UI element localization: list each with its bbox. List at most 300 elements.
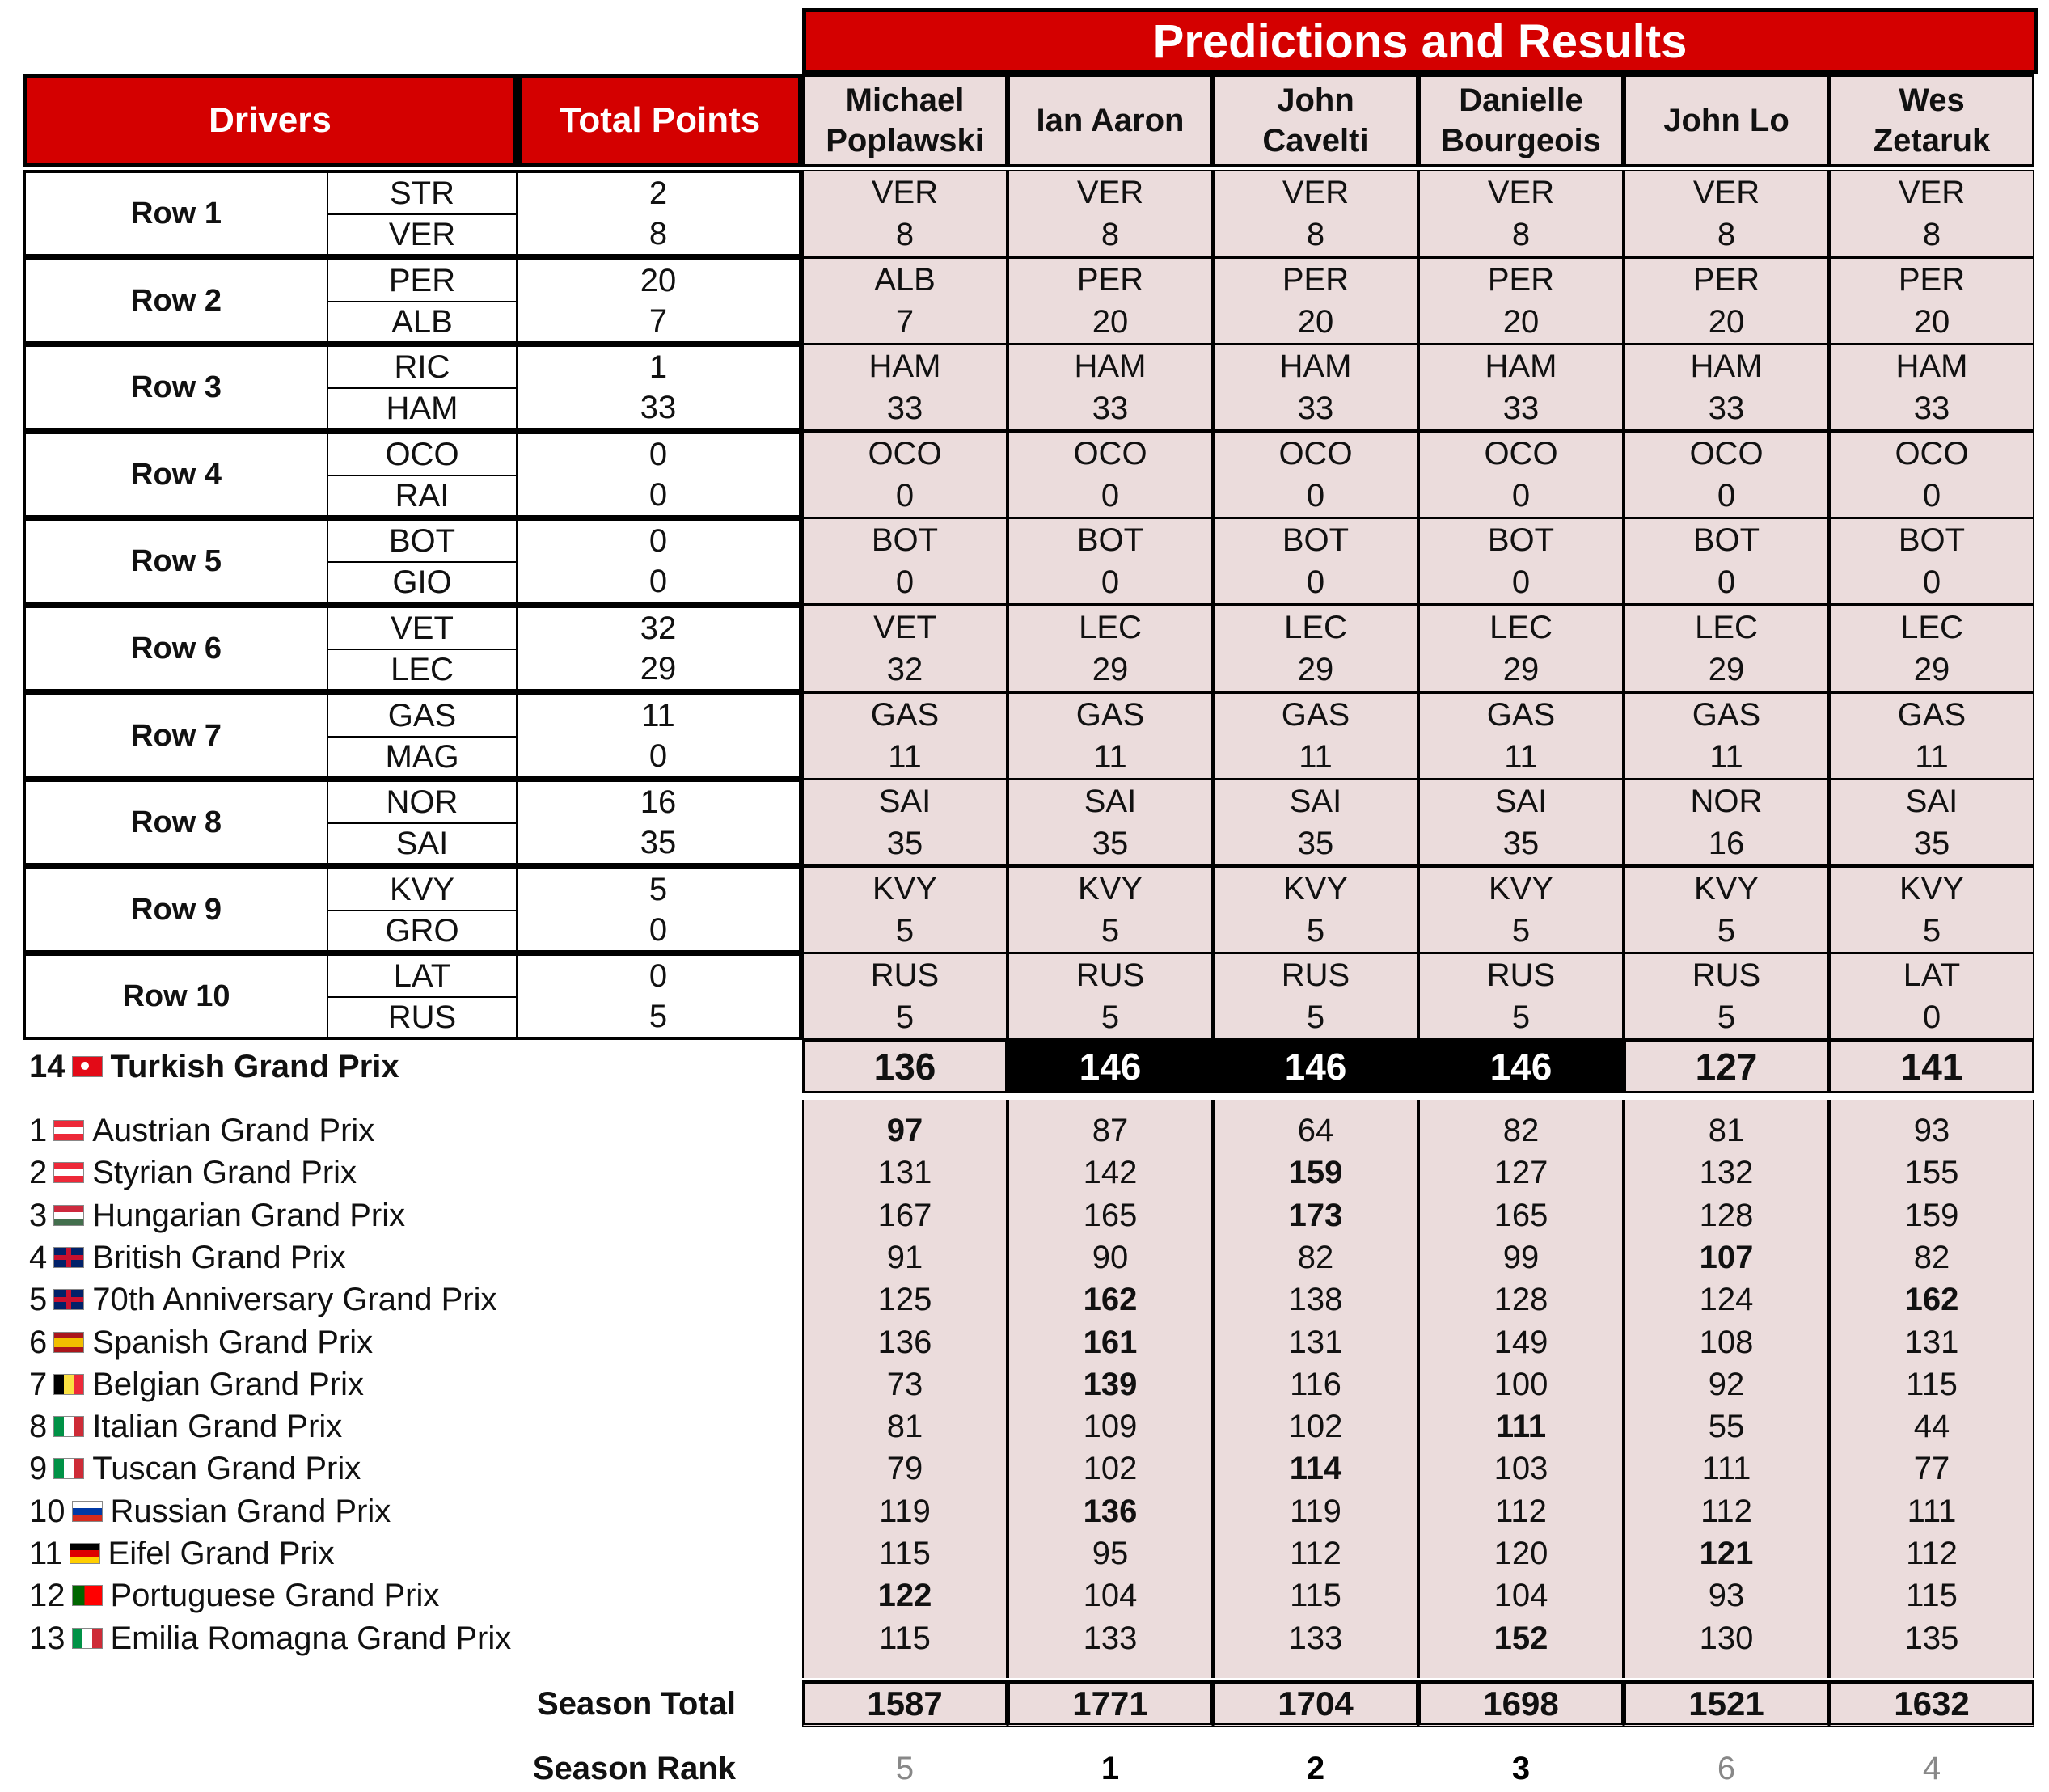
pick-points: 5 [1717, 913, 1736, 949]
austria-flag-icon [53, 1162, 84, 1183]
pick-cell [1008, 866, 1213, 953]
current-race-score-value: 146 [1489, 1046, 1553, 1088]
race-score [802, 1321, 1008, 1363]
total-points-header [518, 74, 802, 167]
participant-header [802, 74, 1008, 167]
pick-driver: VER [871, 175, 939, 210]
race-name: 70th Anniversary Grand Prix [92, 1281, 497, 1317]
driver-code: ALB [391, 304, 453, 340]
race-score-value: 73 [886, 1367, 923, 1402]
race-score-value: 116 [1290, 1367, 1341, 1402]
season-total-value [802, 1680, 1008, 1727]
race-score [1829, 1532, 2034, 1574]
race-number: 4 [29, 1239, 48, 1275]
driver-points: 11 [641, 698, 675, 733]
pick-cell [1624, 605, 1829, 692]
race-score-value: 90 [1092, 1240, 1129, 1275]
driver-points-cell [518, 344, 802, 387]
participant-first-name: Danielle [1459, 82, 1583, 118]
race-score-value: 125 [877, 1282, 932, 1317]
pick-points: 20 [1092, 304, 1129, 340]
race-score [1829, 1152, 2034, 1194]
pick-points: 5 [1101, 1000, 1120, 1035]
race-score-value: 128 [1493, 1282, 1548, 1317]
current-race-score-value: 146 [1079, 1046, 1142, 1088]
pick-cell [802, 692, 1008, 780]
race-score-value: 115 [1906, 1578, 1958, 1613]
season-total-number: 1632 [1894, 1684, 1970, 1722]
race-score-value: 130 [1699, 1621, 1754, 1656]
race-score-value: 64 [1297, 1113, 1334, 1148]
race-score-value: 111 [1495, 1409, 1547, 1444]
race-score-value: 95 [1092, 1536, 1129, 1571]
race-score [1008, 1532, 1213, 1574]
race-score-value: 99 [1502, 1240, 1540, 1275]
driver-code: PER [388, 263, 456, 298]
row-label-text: Row 6 [131, 631, 222, 666]
race-score [1008, 1574, 1213, 1617]
driver-code: KVY [389, 872, 455, 907]
row-label [23, 344, 328, 431]
pick-driver: HAM [868, 349, 941, 384]
race-label [29, 1321, 757, 1363]
driver-points: 2 [648, 175, 668, 211]
pick-points: 8 [1511, 217, 1531, 252]
season-rank-value [1829, 1745, 2034, 1792]
race-name: British Grand Prix [92, 1239, 346, 1275]
participant-header [1624, 74, 1829, 167]
driver-code: RAI [395, 478, 450, 514]
race-label [29, 1448, 757, 1490]
participant-last-name: Cavelti [1262, 123, 1369, 158]
pick-cell [1829, 518, 2034, 605]
race-score [802, 1109, 1008, 1152]
drivers-header [23, 74, 518, 167]
race-score-value: 142 [1083, 1155, 1138, 1190]
total-points-header-text: Total Points [559, 100, 761, 140]
race-score [1008, 1236, 1213, 1278]
race-score [1829, 1363, 2034, 1405]
driver-points: 35 [640, 825, 677, 860]
race-score-value: 112 [1495, 1494, 1547, 1529]
pick-driver: PER [1076, 262, 1144, 298]
row-label-text: Row 5 [131, 543, 222, 578]
pick-points: 5 [895, 913, 915, 949]
germany-flag-icon [70, 1543, 100, 1564]
pick-points: 29 [1297, 652, 1334, 687]
row-label-text: Row 8 [131, 805, 222, 839]
driver-code: GIO [392, 564, 452, 600]
race-score-value: 104 [1083, 1578, 1138, 1613]
season-total-label-text: Season Total [537, 1685, 736, 1722]
driver-code-cell [328, 822, 518, 866]
participant-first-name: Wes [1899, 82, 1965, 118]
race-number: 11 [29, 1535, 63, 1571]
pick-driver: KVY [1693, 871, 1760, 907]
pick-points: 0 [1101, 478, 1120, 514]
pick-cell [1213, 779, 1418, 866]
pick-driver: PER [1898, 262, 1966, 298]
pick-driver: VET [873, 610, 936, 645]
race-number: 6 [29, 1324, 48, 1360]
driver-points: 32 [640, 611, 677, 646]
belgium-flag-icon [53, 1374, 84, 1395]
pick-driver: OCO [868, 436, 942, 471]
race-score-value: 133 [1288, 1621, 1343, 1656]
driver-points-cell [518, 736, 802, 780]
driver-points-cell [518, 953, 802, 996]
race-score [1008, 1109, 1213, 1152]
driver-points: 29 [640, 651, 677, 687]
race-score [802, 1574, 1008, 1617]
race-name: Russian Grand Prix [110, 1493, 391, 1529]
race-label [29, 1152, 757, 1194]
pick-cell [1624, 779, 1829, 866]
pick-driver: LEC [1284, 610, 1347, 645]
pick-driver: HAM [1690, 349, 1763, 384]
pick-cell [1418, 344, 1624, 431]
driver-code: VET [391, 611, 454, 646]
race-score-value: 136 [877, 1325, 932, 1360]
pick-driver: PER [1692, 262, 1760, 298]
pick-points: 0 [1922, 564, 1941, 600]
race-score [1829, 1574, 2034, 1617]
race-number: 13 [29, 1620, 65, 1656]
pick-cell [1829, 953, 2034, 1040]
driver-code-cell [328, 170, 518, 213]
pick-driver: LAT [1903, 957, 1961, 993]
current-race-score [802, 1040, 1008, 1093]
pick-points: 5 [1306, 1000, 1325, 1035]
pick-cell [802, 779, 1008, 866]
driver-points-cell [518, 822, 802, 866]
race-score-value: 115 [879, 1536, 931, 1571]
season-total-number: 1698 [1483, 1684, 1559, 1722]
race-label [29, 1490, 757, 1532]
turkey-flag-icon [72, 1056, 103, 1077]
row-label-text: Row 1 [131, 196, 222, 230]
driver-code-cell [328, 736, 518, 780]
driver-points-cell [518, 866, 802, 910]
driver-points-cell [518, 779, 802, 822]
driver-code-cell [328, 475, 518, 518]
pick-points: 5 [1511, 1000, 1531, 1035]
pick-driver: LEC [1900, 610, 1963, 645]
driver-points-cell [518, 475, 802, 518]
driver-points: 5 [648, 872, 668, 907]
driver-code-cell [328, 344, 518, 387]
driver-code-cell [328, 649, 518, 692]
italy-flag-icon [53, 1458, 84, 1479]
race-score [1213, 1109, 1418, 1152]
season-rank-value [1418, 1745, 1624, 1792]
season-total-value [1624, 1680, 1829, 1727]
season-rank-label [453, 1745, 792, 1792]
driver-code: LAT [393, 958, 451, 994]
driver-points: 7 [648, 303, 668, 339]
season-rank-value [1624, 1745, 1829, 1792]
pick-points: 29 [1708, 652, 1745, 687]
pick-driver: VER [1898, 175, 1966, 210]
pick-driver: PER [1282, 262, 1350, 298]
race-name: Italian Grand Prix [92, 1408, 343, 1444]
italy-flag-icon [72, 1628, 103, 1649]
season-total-number: 1704 [1278, 1684, 1354, 1722]
pick-driver: GAS [1692, 697, 1761, 733]
race-score-value: 162 [1083, 1282, 1138, 1317]
driver-points: 33 [640, 390, 677, 425]
pick-driver: BOT [1692, 522, 1760, 558]
driver-code-cell [328, 996, 518, 1040]
race-score [1213, 1363, 1418, 1405]
race-score-value: 119 [879, 1494, 931, 1529]
race-score [1829, 1194, 2034, 1236]
race-score-value: 82 [1913, 1240, 1950, 1275]
pick-cell [1213, 866, 1418, 953]
race-score [1829, 1617, 2034, 1659]
pick-cell [802, 605, 1008, 692]
pick-driver: BOT [1487, 522, 1555, 558]
row-label [23, 605, 328, 692]
current-race-name: Turkish Grand Prix [110, 1048, 399, 1084]
race-score [1624, 1405, 1829, 1448]
race-score-value: 109 [1083, 1409, 1138, 1444]
race-score [1829, 1321, 2034, 1363]
race-score [1008, 1490, 1213, 1532]
pick-cell [1624, 431, 1829, 518]
race-score-value: 128 [1699, 1198, 1754, 1233]
race-score-value: 139 [1083, 1367, 1138, 1402]
pick-cell [1008, 344, 1213, 431]
driver-points: 0 [648, 738, 668, 774]
driver-code-cell [328, 779, 518, 822]
pick-driver: OCO [1895, 436, 1969, 471]
driver-code-cell [328, 301, 518, 344]
driver-points-cell [518, 996, 802, 1040]
current-race-score [1829, 1040, 2034, 1093]
pick-cell [1418, 953, 1624, 1040]
driver-points-cell [518, 518, 802, 561]
pick-driver: RUS [1281, 957, 1350, 993]
race-number: 9 [29, 1450, 48, 1486]
race-score-value: 104 [1493, 1578, 1548, 1613]
pick-points: 33 [1708, 391, 1745, 426]
pick-points: 0 [1717, 564, 1736, 600]
participant-last-name: Zetaruk [1873, 123, 1991, 158]
pick-points: 0 [895, 564, 915, 600]
race-score-value: 112 [1700, 1494, 1752, 1529]
race-label [29, 1574, 757, 1617]
race-score [1624, 1448, 1829, 1490]
race-score [1418, 1363, 1624, 1405]
pick-points: 0 [1101, 564, 1120, 600]
pick-points: 0 [1717, 478, 1736, 514]
pick-points: 0 [1511, 564, 1531, 600]
pick-points: 32 [886, 652, 923, 687]
pick-cell [1829, 170, 2034, 257]
race-score-value: 93 [1913, 1113, 1950, 1148]
race-number: 10 [29, 1493, 65, 1529]
race-score [1418, 1236, 1624, 1278]
participant-last-name: Poplawski [826, 123, 984, 158]
pick-cell [1829, 257, 2034, 344]
race-name: Styrian Grand Prix [92, 1154, 357, 1190]
race-score [1213, 1448, 1418, 1490]
race-score [1418, 1278, 1624, 1321]
race-score [1829, 1109, 2034, 1152]
race-score [802, 1278, 1008, 1321]
row-label-text: Row 10 [122, 978, 230, 1013]
race-score [802, 1532, 1008, 1574]
row-label [23, 953, 328, 1040]
race-score-value: 115 [1290, 1578, 1341, 1613]
race-score-value: 111 [1701, 1451, 1751, 1486]
driver-code-cell [328, 953, 518, 996]
race-score-value: 55 [1708, 1409, 1745, 1444]
race-score [802, 1236, 1008, 1278]
participant-first-name: Ian Aaron [1036, 103, 1185, 138]
race-score-value: 135 [1904, 1621, 1959, 1656]
pick-driver: GAS [1897, 697, 1967, 733]
driver-code-cell [328, 692, 518, 736]
pick-cell [1008, 605, 1213, 692]
page-title [802, 8, 2038, 74]
pick-points: 5 [1922, 913, 1941, 949]
race-score-value: 121 [1699, 1536, 1754, 1571]
pick-driver: ALB [874, 262, 936, 298]
pick-cell [1829, 779, 2034, 866]
pick-driver: KVY [872, 871, 938, 907]
row-label [23, 170, 328, 257]
race-score [1418, 1490, 1624, 1532]
pick-driver: SAI [1905, 784, 1958, 819]
pick-driver: OCO [1073, 436, 1147, 471]
driver-code-cell [328, 518, 518, 561]
pick-cell [802, 866, 1008, 953]
race-score-value: 159 [1288, 1155, 1343, 1190]
race-score [1008, 1448, 1213, 1490]
pick-points: 20 [1708, 304, 1745, 340]
driver-code: SAI [395, 826, 449, 861]
race-score-value: 173 [1288, 1198, 1343, 1233]
race-score [1418, 1574, 1624, 1617]
pick-cell [1418, 692, 1624, 780]
pick-points: 33 [886, 391, 923, 426]
race-score [1418, 1321, 1624, 1363]
driver-code-cell [328, 213, 518, 257]
race-number: 7 [29, 1366, 48, 1402]
participant-first-name: Michael [845, 82, 965, 118]
pick-points: 8 [1717, 217, 1736, 252]
driver-code-cell [328, 431, 518, 475]
pick-points: 35 [1297, 826, 1334, 861]
pick-cell [1213, 518, 1418, 605]
race-score [1213, 1321, 1418, 1363]
race-score-value: 165 [1083, 1198, 1138, 1233]
pick-driver: VER [1076, 175, 1144, 210]
race-score-value: 79 [886, 1451, 923, 1486]
pick-cell [1213, 605, 1418, 692]
hungary-flag-icon [53, 1205, 84, 1226]
race-score [802, 1617, 1008, 1659]
pick-driver: PER [1487, 262, 1555, 298]
race-score-value: 81 [886, 1409, 923, 1444]
race-label [29, 1363, 757, 1405]
driver-points: 5 [648, 999, 668, 1034]
pick-cell [1624, 866, 1829, 953]
race-score [1829, 1405, 2034, 1448]
driver-points: 8 [648, 216, 668, 251]
pick-cell [1213, 257, 1418, 344]
pick-driver: GAS [1075, 697, 1145, 733]
pick-driver: SAI [1494, 784, 1548, 819]
driver-code-cell [328, 561, 518, 605]
pick-driver: NOR [1690, 784, 1763, 819]
race-score [1418, 1532, 1624, 1574]
pick-cell [1008, 953, 1213, 1040]
season-rank-value [1213, 1745, 1418, 1792]
race-score-value: 122 [877, 1578, 932, 1613]
race-score [802, 1448, 1008, 1490]
race-score-value: 77 [1913, 1451, 1950, 1486]
participant-first-name: John Lo [1663, 103, 1789, 138]
pick-driver: VER [1692, 175, 1760, 210]
driver-code-cell [328, 866, 518, 910]
race-name: Spanish Grand Prix [92, 1324, 374, 1360]
row-label [23, 431, 328, 518]
pick-points: 35 [1913, 826, 1950, 861]
race-score-value: 138 [1288, 1282, 1343, 1317]
pick-points: 11 [1915, 739, 1949, 775]
current-race-score-value: 141 [1900, 1046, 1963, 1088]
uk-flag-icon [53, 1289, 84, 1310]
pick-points: 33 [1502, 391, 1540, 426]
race-score [1829, 1490, 2034, 1532]
participant-first-name: John [1277, 82, 1354, 118]
pick-driver: GAS [1486, 697, 1556, 733]
pick-cell [1418, 866, 1624, 953]
pick-cell [1418, 518, 1624, 605]
participant-header [1418, 74, 1624, 167]
pick-points: 5 [1101, 913, 1120, 949]
driver-points-cell [518, 561, 802, 605]
race-score [1418, 1152, 1624, 1194]
race-label [29, 1236, 757, 1278]
race-label [29, 1405, 757, 1448]
driver-code: MAG [385, 739, 459, 775]
pick-points: 29 [1913, 652, 1950, 687]
race-label [29, 1109, 757, 1152]
race-score [1829, 1278, 2034, 1321]
race-score-value: 115 [1906, 1367, 1958, 1402]
race-score [1624, 1321, 1829, 1363]
race-name: Hungarian Grand Prix [92, 1197, 406, 1233]
pick-cell [1624, 692, 1829, 780]
driver-code: VER [388, 217, 456, 252]
race-score-value: 102 [1288, 1409, 1343, 1444]
race-score-value: 131 [1288, 1325, 1343, 1360]
pick-driver: KVY [1899, 871, 1965, 907]
pick-points: 20 [1913, 304, 1950, 340]
pick-points: 0 [895, 478, 915, 514]
season-total-number: 1771 [1072, 1684, 1148, 1722]
driver-points: 1 [648, 349, 668, 385]
race-score [802, 1152, 1008, 1194]
race-name: Emilia Romagna Grand Prix [110, 1620, 512, 1656]
race-score-value: 92 [1708, 1367, 1745, 1402]
race-label [29, 1278, 757, 1321]
portugal-flag-icon [72, 1585, 103, 1606]
